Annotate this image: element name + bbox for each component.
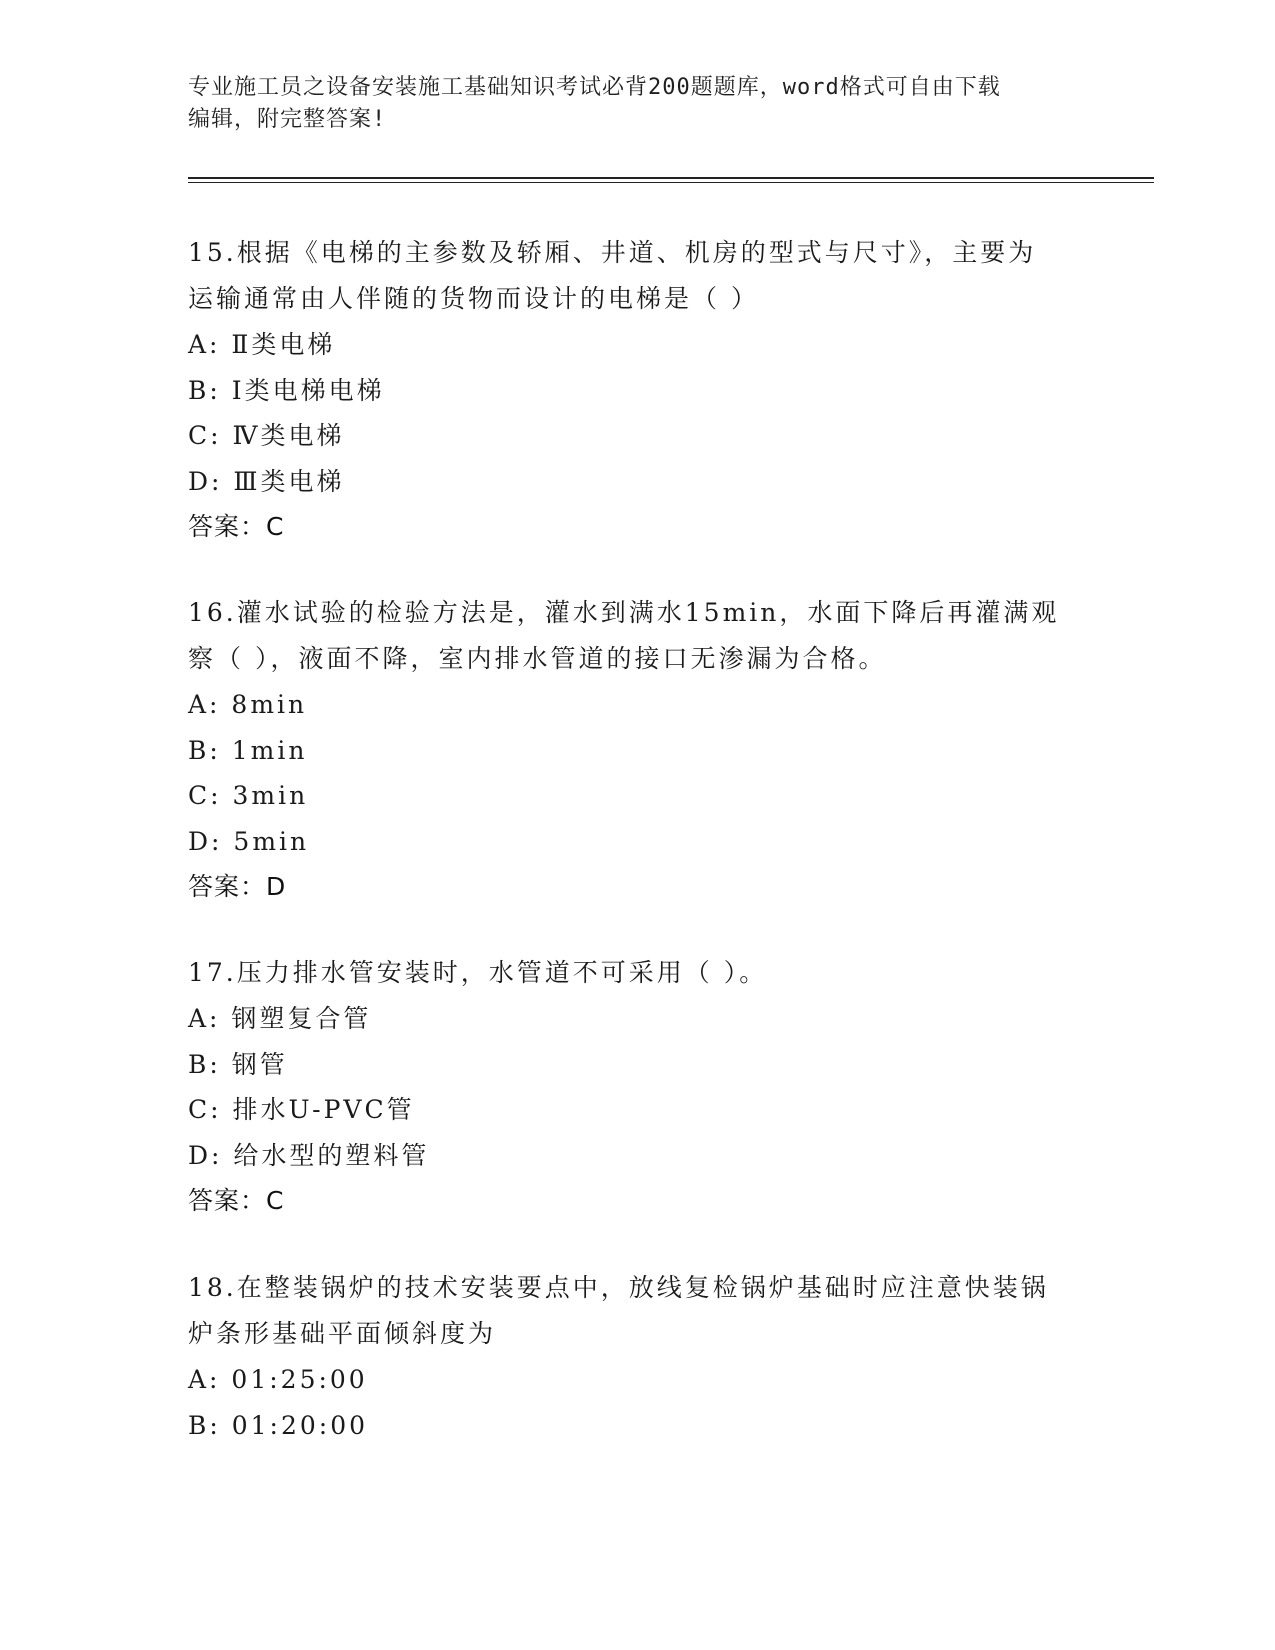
question-stem-line: 16.灌水试验的检验方法是，灌水到满水15min，水面下降后再灌满观 [188, 598, 1060, 627]
header-line-2: 编辑，附完整答案! [188, 107, 387, 132]
question-16 [188, 590, 1088, 910]
answer: 答案：C [188, 1186, 285, 1215]
header-line-1: 专业施工员之设备安装施工基础知识考试必背200题题库，word格式可自由下载 [188, 75, 1001, 100]
question-17 [188, 950, 1088, 1224]
option-d: D: 给水型的塑料管 [188, 1140, 430, 1170]
option-b: B: 钢管 [188, 1049, 288, 1079]
answer: 答案：D [188, 872, 287, 901]
question-stem-line: 15.根据《电梯的主参数及轿厢、井道、机房的型式与尺寸》，主要为 [188, 238, 1037, 267]
option-a: A: Ⅱ类电梯 [188, 330, 336, 359]
option-c: C: 3min [188, 781, 309, 810]
answer: 答案：C [188, 512, 285, 541]
option-b: B: 1min [188, 735, 308, 765]
question-18 [188, 1265, 1088, 1448]
question-15 [188, 230, 1088, 550]
question-stem-line: 17.压力排水管安装时，水管道不可采用（ ）。 [188, 958, 768, 987]
question-stem-line: 18.在整装锅炉的技术安装要点中，放线复检锅炉基础时应注意快装锅 [188, 1273, 1049, 1302]
option-a: A: 8min [188, 690, 308, 719]
document-header [188, 72, 1068, 136]
option-b: B: 01:20:00 [188, 1410, 369, 1440]
option-d: D: 5min [188, 826, 310, 856]
option-c: C: 排水U-PVC管 [188, 1095, 415, 1124]
header-divider [188, 177, 1154, 179]
question-stem-line: 运输通常由人伴随的货物而设计的电梯是（ ） [188, 284, 759, 313]
header-divider-thin [188, 182, 1154, 183]
option-d: D: Ⅲ类电梯 [188, 466, 345, 496]
option-a: A: 钢塑复合管 [188, 1004, 372, 1033]
option-c: C: Ⅳ类电梯 [188, 421, 345, 450]
option-b: B: Ⅰ类电梯电梯 [188, 375, 385, 405]
question-stem-line: 炉条形基础平面倾斜度为 [188, 1319, 497, 1348]
option-a: A: 01:25:00 [188, 1365, 368, 1394]
question-stem-line: 察（ ），液面不降，室内排水管道的接口无渗漏为合格。 [188, 644, 887, 673]
